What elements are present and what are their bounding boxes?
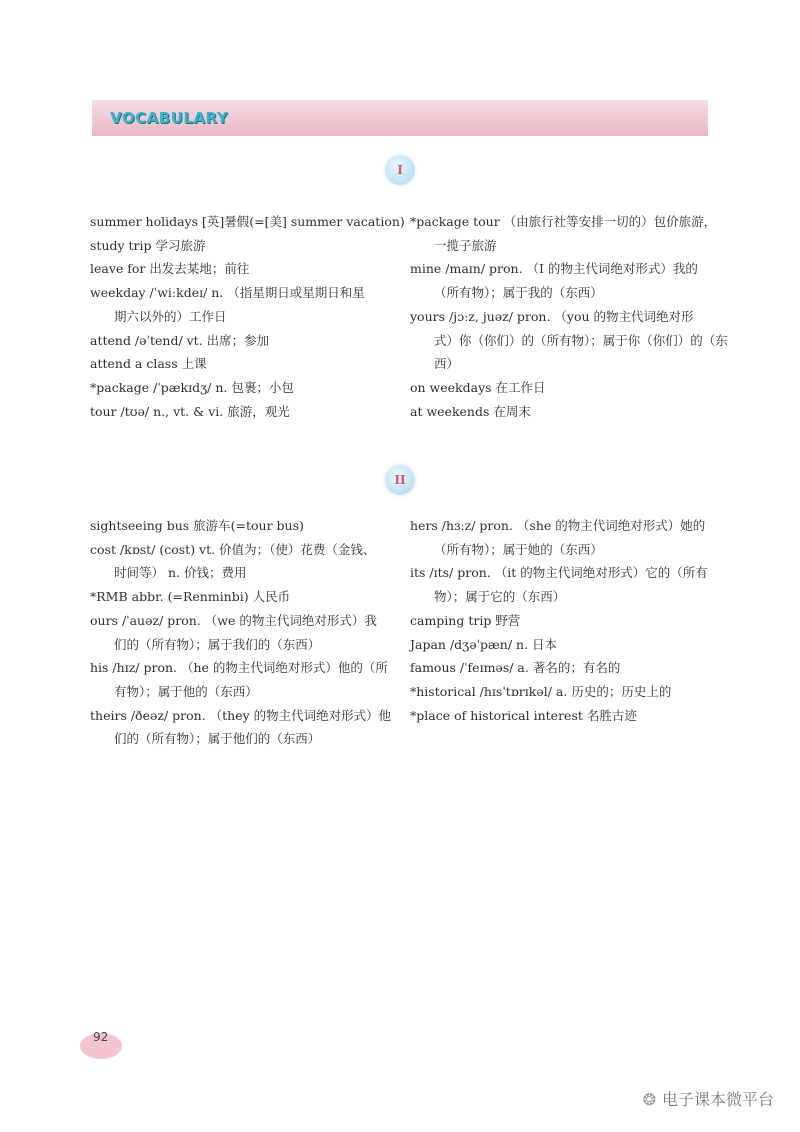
- vocab-entry-line: sightseeing bus 旅游车(=tour bus): [90, 518, 304, 533]
- vocab-entry: [410, 704, 710, 728]
- vocab-entry: [410, 400, 710, 424]
- vocab-entry-line: his /hɪz/ pron. （he 的物主代词绝对形式）他的（所: [90, 660, 388, 676]
- watermark: [643, 1087, 774, 1110]
- vocab-entry-line: *historical /hɪsˈtɒrɪkəl/ a. 历史的；历史上的: [410, 683, 672, 699]
- vocab-entry-line: *package tour （由旅行社等安排一切的）包价旅游，: [410, 214, 717, 229]
- vocab-entry-continuation: 们的（所有物）；属于我们的（东西）: [114, 636, 321, 652]
- vocab-entry: [90, 376, 400, 400]
- vocab-entry: [90, 514, 400, 538]
- vocab-entry: [90, 704, 400, 751]
- vocab-entry: [410, 656, 710, 680]
- vocab-entry-line: Japan /dʒəˈpæn/ n. 日本: [410, 636, 558, 652]
- vocab-entry-line: weekday /ˈwiːkdeɪ/ n. （指星期日或星期日和星: [90, 285, 365, 301]
- vocab-entry-line: yours /jɔːz, juəz/ pron. （you 的物主代词绝对形: [410, 308, 694, 324]
- watermark-text: 电子课本微平台: [661, 1090, 774, 1109]
- vocab-entry: [90, 656, 400, 703]
- vocab-entry-continuation: 式）你（你们）的（所有物）；属于你（你们）的（东: [434, 332, 728, 348]
- vocab-entry: [410, 514, 710, 561]
- vocab-entry: [90, 400, 400, 424]
- vocab-entry: [90, 609, 400, 656]
- section-badge-1: I: [385, 155, 415, 185]
- vocab-entry-line: theirs /ðeəz/ pron. （they 的物主代词绝对形式）他: [90, 707, 392, 723]
- vocab-entry: [90, 257, 400, 281]
- vocab-entry-line: study trip 学习旅游: [90, 237, 206, 253]
- vocabulary-banner: [92, 100, 708, 136]
- vocab-entry: [410, 561, 710, 608]
- vocab-entry: [410, 680, 710, 704]
- vocab-entry: [90, 210, 405, 234]
- vocab-entry-continuation: 们的（所有物）；属于他们的（东西）: [114, 731, 321, 747]
- vocab-entry-line: at weekends 在周末: [410, 403, 531, 419]
- section-2-right-column: [410, 514, 710, 727]
- vocab-entry: [90, 281, 400, 328]
- vocab-entry-continuation: （所有物）；属于我的（东西）: [434, 285, 603, 301]
- vocab-entry: [90, 329, 400, 353]
- wechat-icon: ❂: [642, 1090, 656, 1109]
- vocab-entry: [410, 210, 717, 257]
- vocab-entry: [410, 633, 710, 657]
- vocab-entry-line: camping trip 野营: [410, 612, 521, 628]
- vocab-entry-continuation: 期六以外的）工作日: [114, 308, 227, 324]
- section-1-left-column: [90, 210, 405, 423]
- vocab-entry: [410, 257, 710, 304]
- vocab-entry-continuation: 西）: [434, 356, 460, 372]
- vocab-entry-line: attend /əˈtend/ vt. 出席；参加: [90, 332, 270, 348]
- section-badge-2: II: [385, 465, 415, 495]
- vocab-entry-line: its /ɪts/ pron. （it 的物主代词绝对形式）它的（所有: [410, 565, 708, 581]
- vocab-entry-line: famous /ˈfeɪməs/ a. 著名的；有名的: [410, 660, 621, 676]
- vocab-entry: [90, 538, 400, 585]
- vocab-entry-continuation: 时间等） n. 价钱；费用: [114, 565, 247, 581]
- vocab-entry-continuation: （所有物）；属于她的（东西）: [434, 541, 603, 557]
- vocab-entry-line: mine /maɪn/ pron. （I 的物主代词绝对形式）我的: [410, 261, 698, 277]
- vocab-entry-line: leave for 出发去某地；前往: [90, 261, 250, 277]
- page-title: VOCABULARY: [110, 109, 229, 127]
- section-2-left-column: [90, 514, 400, 751]
- vocab-entry-line: tour /tʊə/ n., vt. & vi. 旅游，观光: [90, 403, 290, 419]
- vocab-entry-line: summer holidays [英]暑假(=[美] summer vacation): [90, 214, 405, 229]
- vocab-entry: [410, 376, 710, 400]
- vocab-entry-line: ours /ˈauəz/ pron. （we 的物主代词绝对形式）我: [90, 612, 377, 628]
- vocab-entry: [410, 609, 710, 633]
- vocab-entry-line: *place of historical interest 名胜古迹: [410, 707, 637, 723]
- vocab-entry: [90, 585, 400, 609]
- section-1-right-column: [410, 210, 728, 423]
- vocab-entry: [90, 234, 400, 258]
- vocab-entry-line: on weekdays 在工作日: [410, 379, 546, 395]
- vocab-entry: [410, 305, 728, 376]
- vocab-entry-line: attend a class 上课: [90, 356, 207, 372]
- vocab-entry-line: *RMB abbr. (=Renminbi) 人民币: [90, 589, 291, 605]
- page-number: 92: [93, 1030, 109, 1044]
- vocab-entry-continuation: 有物）；属于他的（东西）: [114, 683, 258, 699]
- vocab-entry-line: *package /ˈpækɪdʒ/ n. 包裹；小包: [90, 379, 294, 395]
- vocab-entry-line: cost /kɒst/ (cost) vt. 价值为；（使）花费（金钱、: [90, 541, 376, 557]
- vocab-entry: [90, 352, 400, 376]
- vocab-entry-line: hers /hɜːz/ pron. （she 的物主代词绝对形式）她的: [410, 518, 706, 533]
- vocab-entry-continuation: 物）；属于它的（东西）: [434, 589, 566, 605]
- vocab-entry-continuation: 一揽子旅游: [434, 237, 497, 253]
